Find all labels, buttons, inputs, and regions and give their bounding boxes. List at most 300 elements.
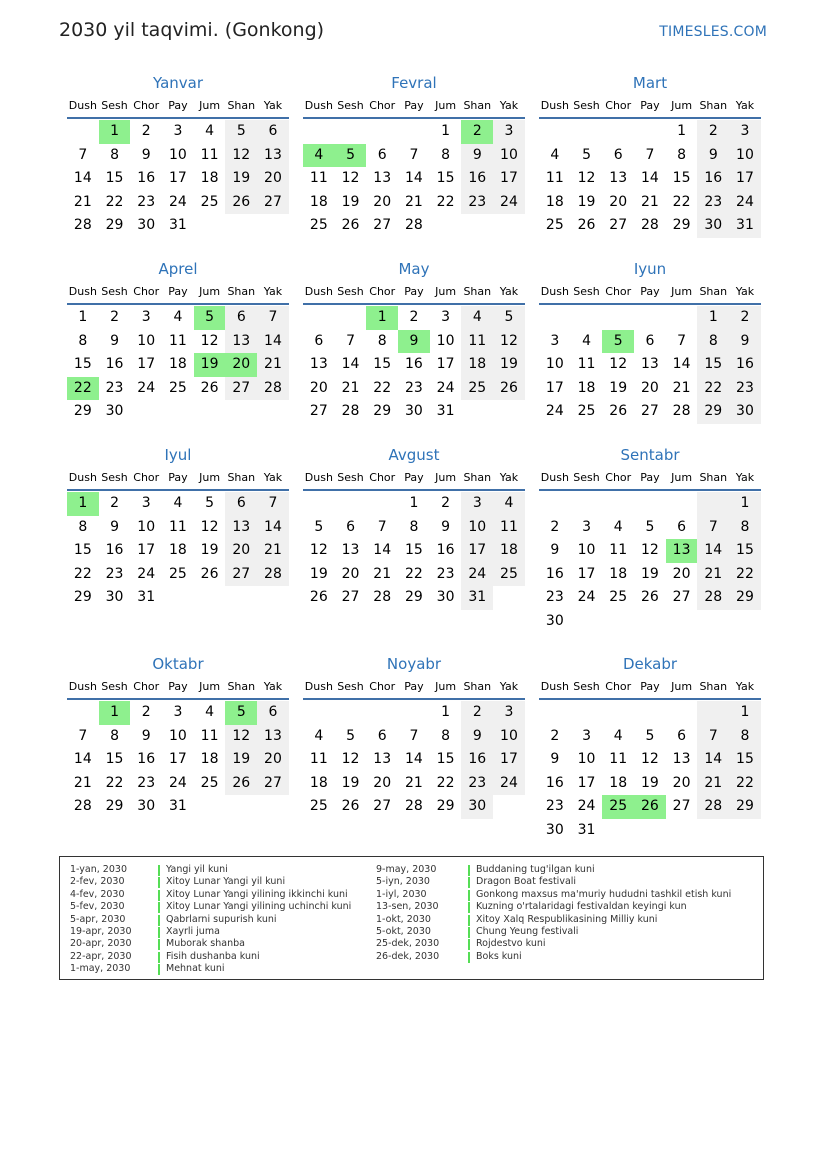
- empty-cell: [366, 120, 398, 144]
- empty-cell: [225, 795, 257, 819]
- day-cell: 9: [461, 144, 493, 168]
- day-cell: 19: [341, 193, 360, 210]
- day-cell: 19: [493, 353, 525, 377]
- day-cell: 30: [105, 589, 124, 605]
- day-cell: 20: [257, 748, 289, 772]
- day-cell: 18: [609, 565, 628, 582]
- day-cell: 16: [137, 170, 156, 186]
- weekday-label: Dush: [304, 99, 333, 112]
- empty-cell: [602, 610, 634, 634]
- weekday-label: Pay: [640, 680, 660, 693]
- weekday-label: Jum: [435, 471, 457, 484]
- month-fevral: [303, 72, 525, 238]
- day-cell: 14: [373, 542, 392, 558]
- holiday-day-cell: 5: [335, 144, 367, 168]
- legend-holiday-name: Xitoy Lunar Yangi yil kuni: [166, 876, 286, 888]
- day-cell: 23: [545, 589, 564, 605]
- day-cell: 12: [640, 751, 659, 767]
- day-cell: 4: [550, 146, 560, 163]
- legend-marker: [158, 952, 160, 963]
- weekday-label: Sesh: [101, 471, 128, 484]
- day-cell: 6: [377, 727, 387, 744]
- weekday-label: Dush: [540, 285, 569, 298]
- empty-cell: [602, 306, 634, 330]
- legend-item: [70, 926, 370, 938]
- legend-date: 26-dek, 2030: [376, 950, 440, 962]
- legend-holiday-name: Gonkong maxsus ma'muriy hududni tashkil etish kuni: [476, 888, 732, 900]
- legend-holiday-name: Xitoy Lunar Yangi yilining ikkinchi kuni: [166, 888, 348, 900]
- empty-cell: [697, 701, 729, 725]
- day-grid: [303, 306, 525, 424]
- header-divider: [539, 698, 761, 700]
- day-cell: 14: [257, 330, 289, 354]
- day-cell: 22: [729, 772, 761, 796]
- legend-date: 19-apr, 2030: [70, 925, 132, 937]
- weekday-label: Dush: [68, 471, 97, 484]
- day-cell: 28: [341, 403, 360, 419]
- weekday-label: Dush: [304, 285, 333, 298]
- day-cell: 12: [609, 356, 628, 372]
- legend-marker: [468, 890, 470, 901]
- day-cell: 21: [404, 774, 423, 791]
- day-cell: 30: [545, 821, 564, 838]
- day-cell: 11: [609, 542, 628, 558]
- legend-date: 9-may, 2030: [376, 864, 437, 875]
- day-cell: 4: [173, 309, 183, 325]
- empty-cell: [634, 819, 666, 843]
- weekday-label: Pay: [404, 285, 424, 298]
- weekday-label: Chor: [133, 471, 160, 484]
- day-cell: 1: [78, 309, 88, 325]
- header-divider: [67, 117, 289, 119]
- month-aprel: [67, 258, 289, 424]
- day-cell: 30: [436, 589, 455, 605]
- weekday-label: Yak: [499, 471, 519, 484]
- month-oktabr: [67, 653, 289, 819]
- day-cell: 19: [577, 193, 596, 210]
- day-cell: 25: [200, 774, 219, 791]
- day-cell: 30: [404, 403, 423, 419]
- weekday-label: Dush: [68, 99, 97, 112]
- weekday-label: Pay: [640, 285, 660, 298]
- empty-cell: [366, 701, 398, 725]
- holiday-day-cell: 1: [67, 492, 99, 516]
- day-cell: 30: [697, 214, 729, 238]
- day-cell: 29: [729, 795, 761, 819]
- day-grid: [67, 701, 289, 819]
- day-cell: 4: [314, 727, 324, 744]
- legend-marker: [158, 964, 160, 975]
- day-cell: 7: [78, 727, 88, 744]
- day-cell: 16: [436, 542, 455, 558]
- empty-cell: [539, 492, 571, 516]
- holiday-day-cell: 1: [99, 120, 131, 144]
- empty-cell: [493, 586, 525, 610]
- legend-holiday-name: Muborak shanba: [166, 938, 245, 950]
- day-cell: 9: [110, 332, 119, 349]
- day-cell: 4: [613, 727, 623, 744]
- day-cell: 17: [577, 774, 596, 791]
- weekday-label: Sesh: [337, 285, 364, 298]
- legend-date: 13-sen, 2030: [376, 901, 439, 913]
- empty-cell: [398, 120, 430, 144]
- weekday-label: Pay: [168, 285, 188, 298]
- day-cell: 28: [697, 586, 729, 610]
- day-cell: 4: [613, 518, 623, 535]
- month-iyul: [67, 444, 289, 610]
- weekday-header: [303, 466, 525, 489]
- empty-cell: [335, 306, 367, 330]
- empty-cell: [194, 214, 226, 238]
- day-cell: 17: [168, 751, 187, 767]
- day-cell: 7: [409, 727, 419, 744]
- day-cell: 27: [672, 798, 691, 814]
- month-title: Dekabr: [622, 655, 678, 673]
- weekday-label: Sesh: [573, 471, 600, 484]
- empty-cell: [602, 819, 634, 843]
- legend-date: 5-apr, 2030: [70, 913, 126, 925]
- day-cell: 5: [205, 495, 215, 511]
- day-cell: 8: [78, 332, 88, 349]
- day-cell: 2: [729, 306, 761, 330]
- weekday-label: Sesh: [573, 285, 600, 298]
- day-cell: 14: [697, 539, 729, 563]
- day-cell: 25: [309, 217, 328, 233]
- day-cell: 31: [168, 217, 187, 233]
- day-cell: 23: [545, 798, 564, 814]
- weekday-label: Dush: [304, 680, 333, 693]
- holiday-day-cell: 4: [303, 144, 335, 168]
- day-cell: 21: [73, 193, 92, 210]
- day-cell: 11: [200, 146, 219, 163]
- day-cell: 4: [493, 492, 525, 516]
- day-cell: 25: [168, 565, 187, 582]
- day-cell: 30: [729, 400, 761, 424]
- day-cell: 15: [105, 751, 124, 767]
- weekday-label: Sesh: [337, 99, 364, 112]
- day-cell: 22: [73, 565, 92, 582]
- month-may: [303, 258, 525, 424]
- day-cell: 16: [545, 774, 564, 791]
- day-cell: 15: [373, 356, 392, 372]
- day-cell: 7: [78, 146, 88, 163]
- day-cell: 18: [609, 774, 628, 791]
- site-link[interactable]: TIMESLES.COM: [659, 24, 767, 40]
- day-cell: 16: [461, 748, 493, 772]
- day-cell: 22: [697, 377, 729, 401]
- day-cell: 26: [640, 589, 659, 605]
- legend-date: 2-fev, 2030: [70, 876, 125, 888]
- weekday-label: Sesh: [101, 285, 128, 298]
- day-cell: 29: [73, 589, 92, 605]
- day-cell: 30: [105, 403, 124, 419]
- empty-cell: [571, 610, 603, 634]
- weekday-label: Pay: [404, 471, 424, 484]
- legend-marker: [468, 902, 470, 913]
- empty-cell: [634, 610, 666, 634]
- day-cell: 13: [640, 356, 659, 372]
- day-cell: 21: [404, 193, 423, 210]
- day-grid: [303, 701, 525, 819]
- legend-date: 5-iyn, 2030: [376, 876, 430, 888]
- day-cell: 24: [577, 798, 596, 814]
- day-cell: 12: [341, 170, 360, 186]
- empty-cell: [430, 214, 462, 238]
- day-cell: 15: [697, 353, 729, 377]
- day-cell: 27: [640, 403, 659, 419]
- day-cell: 25: [545, 217, 564, 233]
- legend-item: [376, 926, 756, 938]
- empty-cell: [67, 120, 99, 144]
- legend-marker: [158, 927, 160, 938]
- empty-cell: [539, 120, 571, 144]
- day-cell: 15: [404, 542, 423, 558]
- day-cell: 1: [441, 123, 451, 139]
- day-cell: 1: [729, 701, 761, 725]
- day-cell: 13: [257, 144, 289, 168]
- day-cell: 19: [341, 774, 360, 791]
- day-cell: 31: [461, 586, 493, 610]
- weekday-label: Yak: [499, 99, 519, 112]
- day-cell: 3: [493, 120, 525, 144]
- weekday-label: Jum: [671, 680, 693, 693]
- day-cell: 3: [173, 123, 183, 139]
- day-cell: 25: [309, 798, 328, 814]
- empty-cell: [303, 701, 335, 725]
- day-cell: 21: [373, 565, 392, 582]
- page-title: 2030 yil taqvimi. (Gonkong): [59, 19, 325, 41]
- day-cell: 22: [105, 774, 124, 791]
- day-cell: 14: [404, 170, 423, 186]
- legend-holiday-name: Boks kuni: [476, 950, 522, 962]
- weekday-label: Pay: [168, 99, 188, 112]
- legend-column-right: [376, 864, 756, 963]
- empty-cell: [602, 492, 634, 516]
- day-cell: 21: [257, 353, 289, 377]
- day-cell: 7: [697, 725, 729, 749]
- day-cell: 29: [404, 589, 423, 605]
- day-cell: 11: [200, 727, 219, 744]
- day-cell: 24: [461, 563, 493, 587]
- day-cell: 26: [200, 565, 219, 582]
- legend-marker: [468, 915, 470, 926]
- empty-cell: [697, 610, 729, 634]
- legend-holiday-name: Buddaning tug'ilgan kuni: [476, 864, 595, 875]
- day-cell: 10: [436, 332, 455, 349]
- holiday-day-cell: 5: [194, 306, 226, 330]
- legend-marker: [158, 865, 160, 876]
- day-cell: 8: [377, 332, 387, 349]
- weekday-label: Chor: [605, 680, 632, 693]
- day-cell: 27: [341, 589, 360, 605]
- empty-cell: [666, 610, 698, 634]
- weekday-label: Dush: [68, 285, 97, 298]
- day-cell: 19: [640, 565, 659, 582]
- day-cell: 16: [545, 565, 564, 582]
- day-cell: 23: [404, 379, 423, 396]
- legend-holiday-name: Rojdestvo kuni: [476, 938, 546, 950]
- day-cell: 25: [493, 563, 525, 587]
- day-cell: 13: [609, 170, 628, 186]
- day-cell: 31: [137, 589, 156, 605]
- empty-cell: [571, 701, 603, 725]
- day-grid: [67, 120, 289, 238]
- day-cell: 15: [729, 539, 761, 563]
- day-cell: 6: [257, 120, 289, 144]
- empty-cell: [729, 610, 761, 634]
- day-cell: 7: [346, 332, 355, 349]
- day-cell: 5: [225, 120, 257, 144]
- weekday-header: [303, 94, 525, 117]
- day-cell: 17: [137, 542, 156, 558]
- empty-cell: [461, 400, 493, 424]
- month-title: Oktabr: [152, 655, 204, 673]
- day-cell: 23: [697, 191, 729, 215]
- day-cell: 2: [141, 704, 151, 720]
- empty-cell: [602, 120, 634, 144]
- day-cell: 20: [640, 379, 659, 396]
- day-cell: 22: [436, 774, 455, 791]
- day-cell: 8: [78, 518, 88, 535]
- day-cell: 23: [137, 774, 156, 791]
- day-cell: 22: [105, 193, 124, 210]
- empty-cell: [634, 701, 666, 725]
- day-cell: 1: [729, 492, 761, 516]
- day-cell: 8: [729, 516, 761, 540]
- day-cell: 27: [373, 798, 392, 814]
- weekday-label: Dush: [68, 680, 97, 693]
- day-cell: 6: [677, 518, 687, 535]
- day-cell: 3: [141, 495, 151, 511]
- weekday-label: Yak: [735, 285, 755, 298]
- day-cell: 28: [404, 217, 423, 233]
- day-cell: 4: [205, 704, 215, 720]
- day-cell: 31: [729, 214, 761, 238]
- day-cell: 29: [672, 217, 691, 233]
- weekday-label: Sesh: [337, 680, 364, 693]
- weekday-label: Sesh: [573, 99, 600, 112]
- empty-cell: [225, 400, 257, 424]
- day-cell: 13: [225, 516, 257, 540]
- day-cell: 22: [672, 193, 691, 210]
- day-cell: 3: [173, 704, 183, 720]
- day-cell: 15: [105, 170, 124, 186]
- legend-column-left: [70, 864, 370, 976]
- header-divider: [67, 489, 289, 491]
- day-grid: [539, 701, 761, 842]
- day-cell: 15: [73, 356, 92, 372]
- month-title: Sentabr: [620, 446, 680, 464]
- day-cell: 18: [461, 353, 493, 377]
- day-cell: 21: [257, 539, 289, 563]
- day-grid: [303, 120, 525, 238]
- day-grid: [539, 492, 761, 633]
- weekday-label: Chor: [133, 680, 160, 693]
- legend-date: 1-iyl, 2030: [376, 888, 427, 900]
- day-cell: 8: [729, 725, 761, 749]
- month-yanvar: [67, 72, 289, 238]
- day-cell: 24: [137, 379, 156, 396]
- day-cell: 4: [461, 306, 493, 330]
- weekday-label: Dush: [540, 99, 569, 112]
- day-cell: 28: [697, 795, 729, 819]
- day-cell: 7: [697, 516, 729, 540]
- day-cell: 16: [105, 356, 124, 372]
- day-cell: 15: [436, 751, 455, 767]
- day-cell: 6: [645, 332, 655, 349]
- day-cell: 6: [613, 146, 623, 163]
- day-cell: 13: [309, 356, 328, 372]
- empty-cell: [225, 586, 257, 610]
- day-cell: 12: [225, 144, 257, 168]
- day-cell: 2: [409, 309, 419, 325]
- day-cell: 24: [137, 565, 156, 582]
- weekday-label: Pay: [640, 99, 660, 112]
- day-cell: 26: [309, 589, 328, 605]
- empty-cell: [634, 306, 666, 330]
- empty-cell: [493, 795, 525, 819]
- holiday-day-cell: 22: [67, 377, 99, 401]
- day-cell: 19: [200, 542, 219, 558]
- day-cell: 9: [550, 751, 560, 767]
- day-grid: [67, 306, 289, 424]
- day-cell: 29: [697, 400, 729, 424]
- weekday-label: Shan: [463, 471, 492, 484]
- day-cell: 29: [436, 798, 455, 814]
- weekday-label: Chor: [133, 99, 160, 112]
- day-cell: 9: [550, 542, 560, 558]
- weekday-label: Shan: [227, 471, 256, 484]
- day-cell: 20: [341, 565, 360, 582]
- day-cell: 8: [697, 330, 729, 354]
- weekday-label: Jum: [199, 680, 221, 693]
- holiday-day-cell: 19: [194, 353, 226, 377]
- day-cell: 9: [141, 727, 151, 744]
- day-cell: 6: [677, 727, 687, 744]
- day-cell: 12: [309, 542, 328, 558]
- empty-cell: [697, 492, 729, 516]
- day-cell: 5: [645, 518, 655, 535]
- weekday-header: [539, 94, 761, 117]
- weekday-label: Chor: [605, 285, 632, 298]
- empty-cell: [729, 819, 761, 843]
- month-title: Fevral: [391, 74, 437, 92]
- day-cell: 16: [404, 356, 423, 372]
- day-cell: 9: [697, 144, 729, 168]
- weekday-label: Jum: [435, 99, 457, 112]
- day-cell: 7: [377, 518, 387, 535]
- day-cell: 9: [441, 518, 451, 535]
- weekday-label: Sesh: [101, 99, 128, 112]
- empty-cell: [666, 701, 698, 725]
- weekday-label: Pay: [640, 471, 660, 484]
- empty-cell: [257, 586, 289, 610]
- day-cell: 7: [257, 306, 289, 330]
- empty-cell: [697, 819, 729, 843]
- weekday-label: Jum: [199, 285, 221, 298]
- empty-cell: [666, 819, 698, 843]
- weekday-label: Chor: [369, 680, 396, 693]
- empty-cell: [225, 214, 257, 238]
- legend-marker: [468, 952, 470, 963]
- day-cell: 3: [493, 701, 525, 725]
- weekday-label: Dush: [540, 471, 569, 484]
- header-divider: [539, 489, 761, 491]
- legend-date: 25-dek, 2030: [376, 938, 440, 950]
- day-cell: 3: [141, 309, 151, 325]
- day-cell: 12: [640, 542, 659, 558]
- legend-date: 4-fev, 2030: [70, 888, 125, 900]
